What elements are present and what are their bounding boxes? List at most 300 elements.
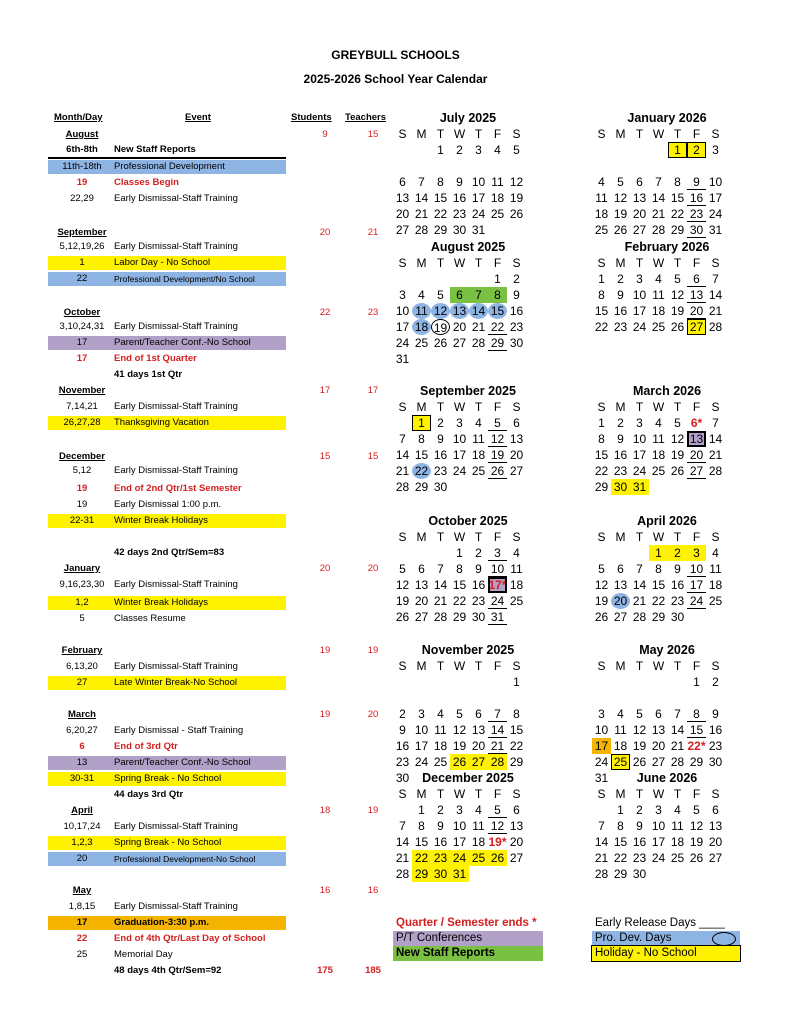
week-row <box>393 142 543 158</box>
month-calendar <box>592 239 742 335</box>
teachers-count: 21 <box>367 227 379 238</box>
day-cell: 23 <box>613 464 628 478</box>
day-cell: 5 <box>674 416 681 430</box>
day-cell: 17 <box>414 739 429 753</box>
event-date: 19 <box>76 177 88 188</box>
weekday-label: S <box>597 127 606 141</box>
event-row <box>48 562 379 576</box>
day-cell <box>431 158 450 174</box>
event-name: Early Dismissal-Staff Training <box>114 241 238 252</box>
day-cell <box>592 545 611 561</box>
day-cell <box>393 674 412 690</box>
day-cell: 11 <box>412 303 431 319</box>
event-row <box>48 272 286 286</box>
week-row <box>393 431 543 447</box>
day-cell: 8 <box>437 175 444 189</box>
event-date: 17 <box>76 337 88 348</box>
day-cell: 27 <box>687 319 706 335</box>
weekday-label: W <box>453 256 466 270</box>
day-cell: 7 <box>418 175 425 189</box>
day-cell <box>668 479 687 495</box>
weekday-label: M <box>416 659 427 673</box>
event-name: Parent/Teacher Conf.-No School <box>114 757 251 768</box>
day-cell: 22 <box>488 319 507 335</box>
day-cell <box>431 674 450 690</box>
day-cell: 8 <box>687 706 706 722</box>
weekday-label: T <box>673 127 682 141</box>
day-cell: 14 <box>433 578 448 592</box>
week-row <box>592 479 742 495</box>
day-cell <box>507 690 526 706</box>
day-cell <box>668 690 687 706</box>
day-cell <box>611 158 630 174</box>
event-name: Early Dismissal-Staff Training <box>114 579 238 590</box>
event-row <box>48 384 379 398</box>
weekday-label: T <box>436 127 445 141</box>
day-cell <box>393 545 412 561</box>
event-row <box>48 820 286 834</box>
day-cell <box>393 158 412 174</box>
event-name: End of 3rd Qtr <box>114 741 178 752</box>
day-cell: 7 <box>598 819 605 833</box>
students-count: 19 <box>319 645 331 656</box>
day-cell <box>469 866 488 882</box>
event-date: 6,13,20 <box>66 661 98 672</box>
event-row <box>48 128 379 142</box>
event-date: May <box>72 885 92 896</box>
weekday-label: W <box>652 659 665 673</box>
event-date: 1,2 <box>75 597 89 608</box>
event-name: Early Dismissal-Staff Training <box>114 661 238 672</box>
weekday-label: W <box>453 659 466 673</box>
day-cell: 25 <box>651 320 666 334</box>
day-cell: 24 <box>708 207 723 221</box>
day-cell: 21 <box>594 851 609 865</box>
day-cell: 30 <box>670 610 685 624</box>
day-cell: 18 <box>708 578 723 592</box>
day-cell <box>649 866 668 882</box>
day-cell: 9 <box>674 562 681 576</box>
month-calendar <box>592 383 742 495</box>
day-cell: 3 <box>655 803 662 817</box>
week-row <box>393 866 543 882</box>
students-count: 15 <box>319 451 331 462</box>
week-row <box>393 303 543 319</box>
weekday-label: W <box>453 127 466 141</box>
month-title: June 2026 <box>636 771 698 785</box>
day-cell: 8 <box>598 432 605 446</box>
week-row <box>393 415 543 431</box>
day-cell: 10 <box>471 175 486 189</box>
day-cell: 24 <box>452 464 467 478</box>
day-cell: 9 <box>636 819 643 833</box>
weekday-label: M <box>615 256 626 270</box>
event-row <box>48 948 286 962</box>
day-cell <box>706 479 725 495</box>
weekday-label: M <box>416 400 427 414</box>
day-cell: 4 <box>513 546 520 560</box>
day-cell: 1 <box>456 546 463 560</box>
day-cell <box>412 271 431 287</box>
weekday-header <box>393 658 543 674</box>
day-cell: 23 <box>433 464 448 478</box>
day-cell: 26 <box>395 610 410 624</box>
week-row <box>592 866 742 882</box>
event-row <box>48 596 286 610</box>
day-cell: 20 <box>452 320 467 334</box>
event-name: Early Dismissal - Staff Training <box>114 725 244 736</box>
day-cell: 12 <box>452 723 467 737</box>
day-cell: 21 <box>488 738 507 754</box>
day-cell: 2 <box>456 143 463 157</box>
week-row <box>592 142 742 158</box>
day-cell: 28 <box>395 867 410 881</box>
event-date: 3,10,24,31 <box>59 321 105 332</box>
day-cell: 24 <box>632 320 647 334</box>
day-cell: 18 <box>670 835 685 849</box>
day-cell: 1 <box>494 272 501 286</box>
weekday-label: T <box>673 256 682 270</box>
day-cell: 11 <box>709 562 722 576</box>
day-cell: 23 <box>708 739 723 753</box>
day-cell: 4 <box>475 416 482 430</box>
day-cell: 11 <box>652 288 665 302</box>
day-cell: 5 <box>513 143 520 157</box>
day-cell: 20 <box>395 207 410 221</box>
weekday-label: T <box>635 659 644 673</box>
day-cell <box>450 158 469 174</box>
day-cell: 20 <box>611 593 630 609</box>
week-row <box>592 463 742 479</box>
day-cell: 11 <box>595 191 608 205</box>
day-cell: 14 <box>414 191 429 205</box>
day-cell: 4 <box>674 803 681 817</box>
weekday-header <box>592 658 742 674</box>
day-cell: 19 <box>488 447 507 463</box>
day-cell: 27 <box>687 463 706 479</box>
day-cell <box>630 545 649 561</box>
day-cell: 15 <box>687 722 706 738</box>
day-cell: 7 <box>469 287 488 303</box>
day-cell: 23 <box>632 851 647 865</box>
day-cell: 1 <box>598 416 605 430</box>
week-row <box>393 802 543 818</box>
day-cell: 3 <box>456 416 463 430</box>
day-cell: 11 <box>491 175 504 189</box>
day-cell <box>412 674 431 690</box>
day-cell: 6 <box>655 707 662 721</box>
week-row <box>592 415 742 431</box>
weekday-label: F <box>692 530 701 544</box>
weekday-label: S <box>711 659 720 673</box>
day-cell: 26 <box>689 851 704 865</box>
day-cell: 26 <box>670 320 685 334</box>
day-cell: 26 <box>594 610 609 624</box>
day-cell <box>488 674 507 690</box>
weekday-label: W <box>652 787 665 801</box>
day-cell: 9 <box>437 819 444 833</box>
weekday-header <box>592 399 742 415</box>
week-row <box>393 754 543 770</box>
day-cell <box>469 351 488 367</box>
event-date: 1,2,3 <box>71 837 93 848</box>
day-cell: 19 <box>632 739 647 753</box>
day-cell: 19* <box>488 835 507 849</box>
day-cell: 29 <box>594 480 609 494</box>
weekday-label: S <box>711 530 720 544</box>
event-date: 19 <box>76 499 88 510</box>
day-cell: 10 <box>632 288 647 302</box>
day-cell: 26 <box>613 223 628 237</box>
event-row <box>48 416 286 430</box>
day-cell <box>668 674 687 690</box>
weekday-label: F <box>493 659 502 673</box>
event-row <box>48 788 286 802</box>
event-name: Spring Break - No School <box>114 837 222 848</box>
day-cell: 6 <box>450 287 469 303</box>
day-cell: 11 <box>510 562 523 576</box>
day-cell: 6* <box>690 416 703 430</box>
week-row <box>592 690 742 706</box>
weekday-label: F <box>493 787 502 801</box>
weekday-label: T <box>673 400 682 414</box>
day-cell: 6 <box>712 803 719 817</box>
day-cell: 24 <box>632 464 647 478</box>
event-date: 27 <box>76 677 88 688</box>
month-calendar <box>393 513 543 625</box>
day-cell <box>706 866 725 882</box>
event-name: End of 1st Quarter <box>114 353 197 364</box>
day-cell <box>611 674 630 690</box>
weekday-label: F <box>493 530 502 544</box>
day-cell: 14 <box>395 835 410 849</box>
day-cell: 11 <box>472 819 485 833</box>
day-cell <box>706 158 725 174</box>
teachers-count: 17 <box>367 385 379 396</box>
event-date: 5,12 <box>72 465 92 476</box>
day-cell: 22 <box>594 464 609 478</box>
day-cell: 17 <box>632 448 647 462</box>
week-row <box>393 834 543 850</box>
month-calendar <box>592 642 742 786</box>
day-cell: 12 <box>670 432 685 446</box>
day-cell: 12 <box>632 723 647 737</box>
event-date: February <box>61 645 103 656</box>
day-cell <box>706 690 725 706</box>
month-day-header: Month/Day <box>54 112 103 123</box>
day-cell: 29 <box>651 610 666 624</box>
teachers-count: 15 <box>367 451 379 462</box>
legend-pro-dev-label: Pro. Dev. Days <box>595 932 672 944</box>
weekday-label: S <box>597 659 606 673</box>
weekday-label: W <box>652 400 665 414</box>
day-cell <box>488 351 507 367</box>
day-cell: 8 <box>655 562 662 576</box>
weekday-label: M <box>615 787 626 801</box>
day-cell: 25 <box>509 594 524 608</box>
weekday-header <box>393 126 543 142</box>
day-cell: 21 <box>632 594 647 608</box>
day-cell: 4 <box>494 143 501 157</box>
week-row <box>393 738 543 754</box>
day-cell <box>630 674 649 690</box>
day-cell: 13 <box>687 287 706 303</box>
day-cell: 14 <box>488 722 507 738</box>
event-date: 20 <box>76 853 88 864</box>
event-row <box>48 514 286 528</box>
day-cell: 27 <box>509 464 524 478</box>
day-cell: 13 <box>471 723 486 737</box>
event-date: 5 <box>79 613 85 624</box>
day-cell: 2 <box>617 416 624 430</box>
day-cell: 20 <box>471 739 486 753</box>
day-cell <box>687 158 706 174</box>
event-name: 42 days 2nd Qtr/Sem=83 <box>114 547 225 558</box>
day-cell: 27 <box>395 223 410 237</box>
day-cell <box>507 866 526 882</box>
day-cell: 27 <box>632 223 647 237</box>
day-cell: 2 <box>437 416 444 430</box>
day-cell: 10 <box>687 561 706 577</box>
event-name: Early Dismissal-Staff Training <box>114 401 238 412</box>
day-cell: 16 <box>687 190 706 206</box>
teachers-count: 16 <box>367 885 379 896</box>
day-cell: 3 <box>418 707 425 721</box>
students-count: 17 <box>319 385 331 396</box>
day-cell <box>412 690 431 706</box>
day-cell <box>393 690 412 706</box>
day-cell: 21 <box>414 207 429 221</box>
day-cell: 28 <box>488 754 507 770</box>
day-cell <box>507 479 526 495</box>
week-row <box>592 593 742 609</box>
day-cell: 14 <box>670 723 685 737</box>
month-title: September 2025 <box>420 384 516 398</box>
event-name: Thanksgiving Vacation <box>114 417 209 428</box>
month-title: May 2026 <box>639 643 695 657</box>
day-cell: 25 <box>670 851 685 865</box>
weekday-label: S <box>398 530 407 544</box>
day-cell: 1 <box>598 272 605 286</box>
day-cell: 10 <box>594 723 609 737</box>
event-name: Professional Development/No School <box>114 274 255 284</box>
day-cell: 20 <box>509 835 524 849</box>
day-cell: 23 <box>613 320 628 334</box>
day-cell: 22 <box>613 851 628 865</box>
day-cell: 18 <box>651 448 666 462</box>
day-cell: 2 <box>687 142 706 158</box>
event-row <box>48 336 286 350</box>
calendar-subtitle: 2025-2026 School Year Calendar <box>303 72 488 86</box>
day-cell: 27 <box>613 610 628 624</box>
event-header: Event <box>185 112 211 123</box>
day-cell: 26 <box>488 463 507 479</box>
event-row <box>48 740 286 754</box>
day-cell: 27 <box>708 851 723 865</box>
day-cell: 5 <box>693 803 700 817</box>
day-cell <box>412 158 431 174</box>
event-row <box>48 578 286 592</box>
event-name: Early Dismissal-Staff Training <box>114 901 238 912</box>
day-cell: 13 <box>632 191 647 205</box>
week-row <box>592 319 742 335</box>
week-row <box>592 754 742 770</box>
day-cell <box>668 158 687 174</box>
day-cell: 3 <box>488 545 507 561</box>
event-row <box>48 660 286 674</box>
week-row <box>393 206 543 222</box>
day-cell: 10 <box>651 819 666 833</box>
week-row <box>592 545 742 561</box>
day-cell <box>412 142 431 158</box>
day-cell <box>488 866 507 882</box>
day-cell: 19 <box>613 207 628 221</box>
event-name: Professional Development-No School <box>114 854 256 864</box>
day-cell <box>668 866 687 882</box>
month-calendar <box>592 513 742 625</box>
day-cell: 28 <box>632 610 647 624</box>
day-cell: 4 <box>655 272 662 286</box>
week-row <box>592 609 742 625</box>
day-cell: 16 <box>433 448 448 462</box>
day-cell: 30 <box>452 223 467 237</box>
teachers-count: 15 <box>367 129 379 140</box>
week-row <box>393 706 543 722</box>
event-date: 17 <box>76 353 88 364</box>
day-cell: 17* <box>488 578 507 592</box>
day-cell: 20 <box>632 207 647 221</box>
week-row <box>393 561 543 577</box>
day-cell: 22 <box>594 320 609 334</box>
event-date: 11th-18th <box>62 161 102 172</box>
day-cell: 25 <box>490 207 505 221</box>
day-cell: 3 <box>712 143 719 157</box>
weekday-label: F <box>493 400 502 414</box>
day-cell: 5 <box>399 562 406 576</box>
event-row <box>48 192 286 206</box>
weekday-label: W <box>453 530 466 544</box>
day-cell: 15 <box>414 448 429 462</box>
event-date: 7,14,21 <box>66 401 98 412</box>
weekday-label: S <box>398 400 407 414</box>
weekday-label: S <box>711 400 720 414</box>
day-cell: 2 <box>712 675 719 689</box>
weekday-header <box>393 255 543 271</box>
day-cell <box>412 351 431 367</box>
day-cell: 22 <box>452 594 467 608</box>
day-cell <box>393 802 412 818</box>
day-cell: 31 <box>708 223 723 237</box>
day-cell: 26 <box>433 336 448 350</box>
day-cell <box>592 690 611 706</box>
event-row <box>48 320 286 334</box>
weekday-label: M <box>615 530 626 544</box>
day-cell: 2 <box>399 707 406 721</box>
day-cell: 8 <box>674 175 681 189</box>
day-cell <box>592 158 611 174</box>
day-cell: 17 <box>452 448 467 462</box>
weekday-label: F <box>692 256 701 270</box>
event-date: November <box>58 385 106 396</box>
students-count: 20 <box>319 227 331 238</box>
weekday-label: T <box>436 256 445 270</box>
day-cell: 7 <box>399 819 406 833</box>
day-cell: 16 <box>613 448 628 462</box>
event-row <box>48 836 286 850</box>
day-cell: 25 <box>433 755 448 769</box>
day-cell: 29 <box>488 335 507 351</box>
day-cell: 15 <box>509 723 524 737</box>
